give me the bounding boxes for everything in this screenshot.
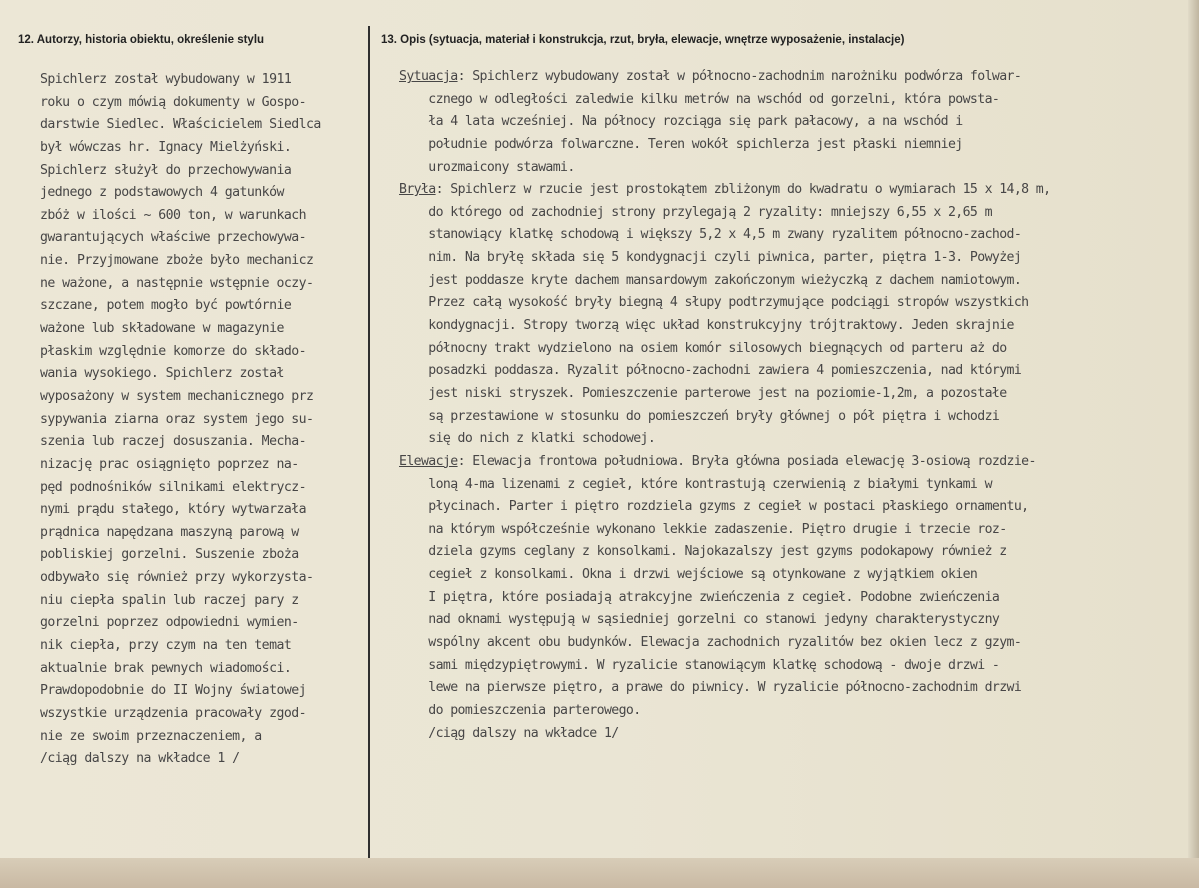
description-text-line — [399, 519, 1050, 542]
description-text-line — [399, 315, 1050, 338]
history-text-line: był wówczas hr. Ignacy Mielżyński. — [40, 139, 292, 155]
line-text: cznego w odległości zaledwie kilku metrów na wschód od gorzelni, która powsta- — [399, 91, 1000, 107]
section-12-header: 12. Autorzy, historia obiektu, określenie stylu — [18, 34, 265, 46]
paper-bottom-strip — [0, 858, 1199, 888]
line-text: północny trakt wydzielono na osiem komór silosowych biegnących od parteru aż do — [399, 340, 1007, 356]
line-text: : Spichlerz wybudowany został w północno-zachodnim narożniku podwórza folwar- — [457, 69, 1022, 84]
line-text: lewe na pierwsze piętro, a prawe do piwnicy. W ryzalicie północno-zachodnim drzwi — [399, 680, 1022, 696]
description-text-line — [399, 270, 1050, 293]
history-text-line: nie ze swoim przeznaczeniem, a — [40, 728, 262, 744]
line-text: Przez całą wysokość bryły biegną 4 słupy podtrzymujące podciągi stropów wszystkich — [399, 295, 1029, 311]
description-text-line — [399, 360, 1050, 383]
line-text: się do nich z klatki schodowej. — [399, 431, 656, 447]
history-text-line: nik ciepła, przy czym na ten temat — [40, 638, 292, 654]
description-text-line — [399, 587, 1050, 610]
section-label: Elewacje — [399, 453, 458, 469]
line-text: ła 4 lata wcześniej. Na północy rozciąga się park pałacowy, a na wschód i — [399, 114, 963, 130]
line-text: nim. Na bryłę składa się 5 kondygnacji czyli piwnica, parter, piętra 1-3. Powyżej — [399, 250, 1022, 266]
line-text: cegieł z konsolkami. Okna i drzwi wejściowe są otynkowane z wyjątkiem okien — [399, 567, 978, 583]
history-column — [40, 69, 321, 771]
history-text-line: /ciąg dalszy na wkładce 1 / — [40, 751, 240, 767]
history-text-line: zbóż w ilości ~ 600 ton, w warunkach — [40, 207, 307, 223]
line-text: dziela gzyms ceglany z konsolkami. Najokazalszy jest gzyms podokapowy również z — [399, 544, 1007, 560]
description-text-line — [399, 564, 1050, 587]
description-text-line — [399, 338, 1050, 361]
history-text-line: pęd podnośników silnikami elektrycz- — [40, 479, 307, 495]
history-text-line: roku o czym mówią dokumenty w Gospo- — [40, 94, 307, 110]
description-text-line — [399, 700, 1050, 723]
history-text-line: darstwie Siedlec. Właścicielem Siedlca — [40, 117, 321, 133]
line-text: /ciąg dalszy na wkładce 1/ — [399, 725, 619, 741]
line-text: posadzki poddasza. Ryzalit północno-zachodni zawiera 4 pomieszczenia, nad którymi — [399, 363, 1022, 379]
paper-edge — [1188, 0, 1199, 888]
history-text-line: płaskim względnie komorze do składo- — [40, 343, 307, 359]
history-text-line: niu ciepła spalin lub raczej pary z — [40, 592, 299, 608]
description-text-line — [399, 292, 1050, 315]
history-text-line: wszystkie urządzenia pracowały zgod- — [40, 705, 307, 721]
history-text-line: jednego z podstawowych 4 gatunków — [40, 185, 284, 201]
line-text: do pomieszczenia parterowego. — [399, 702, 641, 718]
description-text-line — [399, 111, 1050, 134]
description-text-line — [399, 655, 1050, 678]
description-text-line — [399, 541, 1050, 564]
history-text-line: sypywania ziarna oraz system jego su- — [40, 411, 314, 427]
description-column — [399, 66, 1050, 745]
description-text-line — [399, 451, 1050, 474]
line-text: wspólny akcent obu budynków. Elewacja zachodnich ryzalitów bez okien lecz z gzym- — [399, 635, 1022, 651]
section-13-header: 13. Opis (sytuacja, materiał i konstrukcja, rzut, bryła, elewacje, wnętrze wyposażenie, instalacje) — [381, 34, 905, 46]
history-text-line: ne ważone, a następnie wstępnie oczy- — [40, 275, 314, 291]
history-text-line: aktualnie brak pewnych wiadomości. — [40, 660, 292, 676]
line-text: są przestawione w stosunku do pomieszczeń bryły głównej o pół piętra i wchodzi — [399, 408, 1000, 424]
description-text-line — [399, 202, 1050, 225]
history-text-line: Spichlerz został wybudowany w 1911 — [40, 72, 292, 87]
line-text: kondygnacji. Stropy tworzą więc układ konstrukcyjny trójtraktowy. Jeden skrajnie — [399, 318, 1014, 334]
description-text-line — [399, 134, 1050, 157]
history-text-line: gorzelni poprzez odpowiedni wymien- — [40, 615, 299, 631]
description-text-line — [399, 496, 1050, 519]
description-text-line — [399, 609, 1050, 632]
description-text-line — [399, 383, 1050, 406]
history-text-line: prądnica napędzana maszyną parową w — [40, 524, 299, 540]
section-label: Sytuacja — [399, 69, 458, 84]
description-text-line — [399, 474, 1050, 497]
description-text-line — [399, 428, 1050, 451]
line-text: urozmaicony stawami. — [399, 159, 575, 175]
history-text-line: wyposażony w system mechanicznego prz — [40, 388, 314, 404]
line-text: na którym współcześnie wykonano lekkie zadaszenie. Piętro drugie i trzecie roz- — [399, 521, 1007, 537]
line-text: I piętra, które posiadają atrakcyjne zwieńczenia z cegieł. Podobne zwieńczenia — [399, 589, 1000, 605]
description-text-line — [399, 632, 1050, 655]
description-text-line — [399, 406, 1050, 429]
history-text-line: wania wysokiego. Spichlerz został — [40, 366, 284, 382]
description-text-line — [399, 224, 1050, 247]
history-text-line: nizację prac osiągnięto poprzez na- — [40, 456, 299, 472]
line-text: : Elewacja frontowa południowa. Bryła główna posiada elewację 3-osiową rozdzie- — [457, 453, 1036, 469]
history-text-line: odbywało się również przy wykorzysta- — [40, 570, 314, 586]
line-text: południe podwórza folwarczne. Teren wokół spichlerza jest płaski niemniej — [399, 136, 963, 152]
section-label: Bryła — [399, 182, 436, 198]
history-text-line: szczane, potem mogło być powtórnie — [40, 298, 292, 314]
history-text-line: nymi prądu stałego, który wytwarzała — [40, 502, 307, 518]
column-divider — [368, 26, 370, 858]
history-text-line: ważone lub składowane w magazynie — [40, 321, 284, 337]
line-text: jest niski stryszek. Pomieszczenie parterowe jest na poziomie-1,2m, a pozostałe — [399, 385, 1007, 401]
description-text-line — [399, 66, 1050, 89]
history-text-line: szenia lub raczej dosuszania. Mecha- — [40, 434, 307, 450]
line-text: do którego od zachodniej strony przylegają 2 ryzality: mniejszy 6,55 x 2,65 m — [399, 204, 992, 220]
description-text-line — [399, 677, 1050, 700]
history-text-line: gwarantujących właściwe przechowywa- — [40, 230, 307, 246]
line-text: nad oknami występują w sąsiedniej gorzelni co stanowi jedyny charakterystyczny — [399, 612, 1000, 628]
line-text: : Spichlerz w rzucie jest prostokątem zbliżonym do kwadratu o wymiarach 15 x 14,8 m, — [435, 182, 1051, 198]
line-text: loną 4-ma lizenami z cegieł, które kontrastują czerwienią z białymi tynkami w — [399, 476, 992, 492]
line-text: jest poddasze kryte dachem mansardowym zakończonym wieżyczką z dachem namiotowym. — [399, 272, 1022, 288]
description-text-line — [399, 89, 1050, 112]
history-text-line: Prawdopodobnie do II Wojny światowej — [40, 683, 307, 699]
line-text: stanowiący klatkę schodową i większy 5,2 x 4,5 m zwany ryzalitem północno-zachod- — [399, 227, 1022, 243]
description-text-line — [399, 723, 1050, 746]
description-text-line — [399, 247, 1050, 270]
history-text-line: Spichlerz służył do przechowywania — [40, 162, 292, 178]
history-text-line: pobliskiej gorzelni. Suszenie zboża — [40, 547, 299, 563]
line-text: sami międzypiętrowymi. W ryzalicie stanowiącym klatkę schodową - dwoje drzwi - — [399, 657, 1000, 673]
description-text-line — [399, 157, 1050, 180]
description-text-line — [399, 179, 1050, 202]
line-text: płycinach. Parter i piętro rozdziela gzyms z cegieł w postaci płaskiego ornamentu, — [399, 499, 1029, 515]
history-text-line: nie. Przyjmowane zboże było mechanicz — [40, 253, 314, 269]
